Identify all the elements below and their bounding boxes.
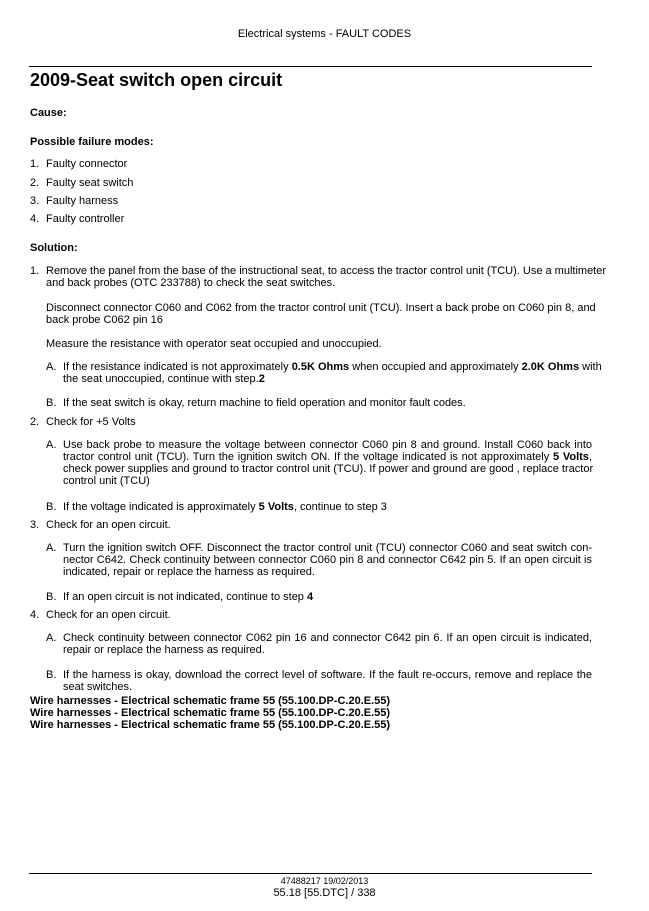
failure-mode-number: 3. bbox=[30, 195, 40, 207]
step-2-text: Check for +5 Volts bbox=[46, 416, 136, 428]
text-line: Turn the ignition switch OFF. Disconnect the tractor control unit (TCU) connector C060 and seat switch con- bbox=[63, 542, 592, 554]
step-1b-text: If the seat switch is okay, return machine to field operation and monitor fault codes. bbox=[63, 397, 466, 409]
text-line: and back probes (OTC 233788) to check the seat switches. bbox=[46, 277, 336, 289]
failure-mode-number: 2. bbox=[30, 177, 40, 189]
substep-letter: B. bbox=[46, 397, 57, 409]
substep-letter: B. bbox=[46, 669, 57, 681]
page-title: 2009-Seat switch open circuit bbox=[30, 70, 283, 90]
failure-mode-item: Faulty connector bbox=[46, 158, 128, 170]
step-1-paragraph-2 bbox=[46, 302, 596, 326]
step-number: 3. bbox=[30, 519, 40, 531]
step-3-text: Check for an open circuit. bbox=[46, 519, 171, 531]
footer-rule bbox=[29, 873, 592, 874]
solution-label: Solution: bbox=[30, 242, 78, 254]
reference-link[interactable]: Wire harnesses - Electrical schematic frame 55 (55.100.DP-C.20.E.55) bbox=[30, 719, 391, 731]
failure-mode-item: Faulty harness bbox=[46, 195, 119, 207]
step-2a-text bbox=[63, 439, 592, 487]
text-line: the seat unoccupied, continue with step.2 bbox=[63, 373, 265, 385]
substep-letter: B. bbox=[46, 501, 57, 513]
text-line: If the resistance indicated is not approximately 0.5K Ohms when occupied and approximately 2.0K Ohms with bbox=[63, 361, 602, 373]
substep-letter: A. bbox=[46, 361, 57, 373]
header-rule bbox=[29, 66, 592, 67]
text-line: Use back probe to measure the voltage between connector C060 pin 8 and ground. Install C060 back into bbox=[63, 439, 592, 451]
failure-mode-item: Faulty controller bbox=[46, 213, 125, 225]
substep-letter: B. bbox=[46, 591, 57, 603]
step-1-paragraph-1 bbox=[46, 265, 607, 289]
step-number: 1. bbox=[30, 265, 40, 277]
failure-modes-label: Possible failure modes: bbox=[30, 136, 154, 148]
step-number: 4. bbox=[30, 609, 40, 621]
text-line: repair or replace the harness as required. bbox=[63, 644, 265, 656]
failure-mode-number: 4. bbox=[30, 213, 40, 225]
text-line: check power supplies and ground to tractor control unit (TCU). If power and ground are good , replace tractor bbox=[63, 463, 594, 475]
substep-letter: A. bbox=[46, 439, 57, 451]
step-4-text: Check for an open circuit. bbox=[46, 609, 171, 621]
step-4b-text bbox=[63, 669, 592, 693]
step-1-paragraph-3: Measure the resistance with operator seat occupied and unoccupied. bbox=[46, 338, 382, 350]
step-1a-text bbox=[63, 361, 602, 385]
text-line: If the harness is okay, download the correct level of software. If the fault re-occurs, remove and replace the bbox=[63, 669, 592, 681]
step-3a-text bbox=[63, 542, 592, 578]
step-2b-text: If the voltage indicated is approximately 5 Volts, continue to step 3 bbox=[63, 501, 387, 513]
footer-doc-id: 47488217 19/02/2013 bbox=[280, 876, 369, 886]
footer-page-number: 55.18 [55.DTC] / 338 bbox=[273, 887, 376, 899]
step-number: 2. bbox=[30, 416, 40, 428]
reference-link[interactable]: Wire harnesses - Electrical schematic frame 55 (55.100.DP-C.20.E.55) bbox=[30, 707, 391, 719]
text-line: control unit (TCU) bbox=[63, 475, 150, 487]
text-line: Check continuity between connector C062 pin 16 and connector C642 pin 6. If an open circuit is indicated, bbox=[63, 632, 592, 644]
failure-mode-item: Faulty seat switch bbox=[46, 177, 134, 189]
step-3b-text: If an open circuit is not indicated, continue to step 4 bbox=[63, 591, 314, 603]
text-line: Remove the panel from the base of the instructional seat, to access the tractor control unit (TCU). Use a multimeter bbox=[46, 265, 607, 277]
substep-letter: A. bbox=[46, 632, 57, 644]
text-line: indicated, repair or replace the harness as required. bbox=[63, 566, 315, 578]
text-line: nector C642. Check continuity between connector C060 pin 8 and connector C642 pin 5. If an open circuit is bbox=[63, 554, 592, 566]
text-line: tractor control unit (TCU). Turn the ignition switch ON. If the voltage indicated is not approximately 5 Volts, bbox=[63, 451, 592, 463]
substep-letter: A. bbox=[46, 542, 57, 554]
text-line: seat switches. bbox=[63, 681, 133, 693]
text-line: back probe C062 pin 16 bbox=[46, 314, 163, 326]
page-header: Electrical systems - FAULT CODES bbox=[237, 28, 412, 40]
reference-link[interactable]: Wire harnesses - Electrical schematic frame 55 (55.100.DP-C.20.E.55) bbox=[30, 695, 391, 707]
failure-mode-number: 1. bbox=[30, 158, 40, 170]
text-line: Disconnect connector C060 and C062 from the tractor control unit (TCU). Insert a back probe on C060 pin 8, and bbox=[46, 302, 596, 314]
step-4a-text bbox=[63, 632, 592, 656]
cause-label: Cause: bbox=[30, 107, 67, 119]
